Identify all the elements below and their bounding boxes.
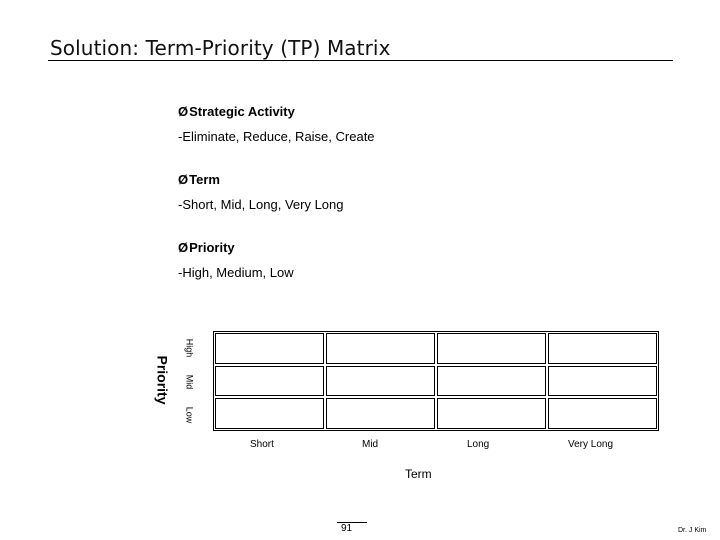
matrix-cell-low-very-long — [548, 398, 657, 429]
bullet-detail: -Eliminate, Reduce, Raise, Create — [178, 129, 375, 144]
column-label-long: Long — [467, 439, 490, 450]
matrix-cell-mid-mid — [326, 366, 435, 397]
row-label-low: Low — [184, 406, 195, 424]
title-underline — [48, 60, 673, 61]
matrix-cell-low-short — [215, 398, 324, 429]
bullet-priority — [178, 240, 235, 255]
matrix-cell-high-short — [215, 333, 324, 364]
bullet-strategic-activity — [178, 104, 295, 119]
column-label-very-long: Very Long — [568, 439, 614, 450]
bullet-heading: Strategic Activity — [189, 104, 295, 119]
page-number: 91 — [341, 523, 353, 534]
row-label-high: High — [184, 338, 195, 358]
x-axis-label: Term — [405, 467, 432, 481]
arrow-bullet-icon: Ø — [178, 240, 189, 255]
column-label-mid: Mid — [362, 439, 379, 450]
matrix-cell-mid-long — [437, 366, 546, 397]
matrix-cell-high-long — [437, 333, 546, 364]
bullet-heading: Priority — [189, 240, 235, 255]
matrix-cell-mid-short — [215, 366, 324, 397]
row-label-mid: Mid — [184, 374, 195, 390]
bullet-term — [178, 172, 220, 187]
bullet-detail: -High, Medium, Low — [178, 265, 294, 280]
y-axis-label: Priority — [154, 355, 171, 405]
arrow-bullet-icon: Ø — [178, 104, 189, 119]
bullet-heading: Term — [189, 172, 220, 187]
bullet-detail: -Short, Mid, Long, Very Long — [178, 197, 344, 212]
column-label-short: Short — [250, 439, 274, 450]
matrix-cell-high-very-long — [548, 333, 657, 364]
matrix-cell-low-long — [437, 398, 546, 429]
arrow-bullet-icon: Ø — [178, 172, 189, 187]
slide-title: Solution: Term-Priority (TP) Matrix — [50, 36, 391, 60]
tp-matrix-grid — [213, 331, 659, 431]
author-credit: Dr. J Kim — [678, 527, 707, 534]
matrix-cell-mid-very-long — [548, 366, 657, 397]
matrix-cell-high-mid — [326, 333, 435, 364]
matrix-cell-low-mid — [326, 398, 435, 429]
